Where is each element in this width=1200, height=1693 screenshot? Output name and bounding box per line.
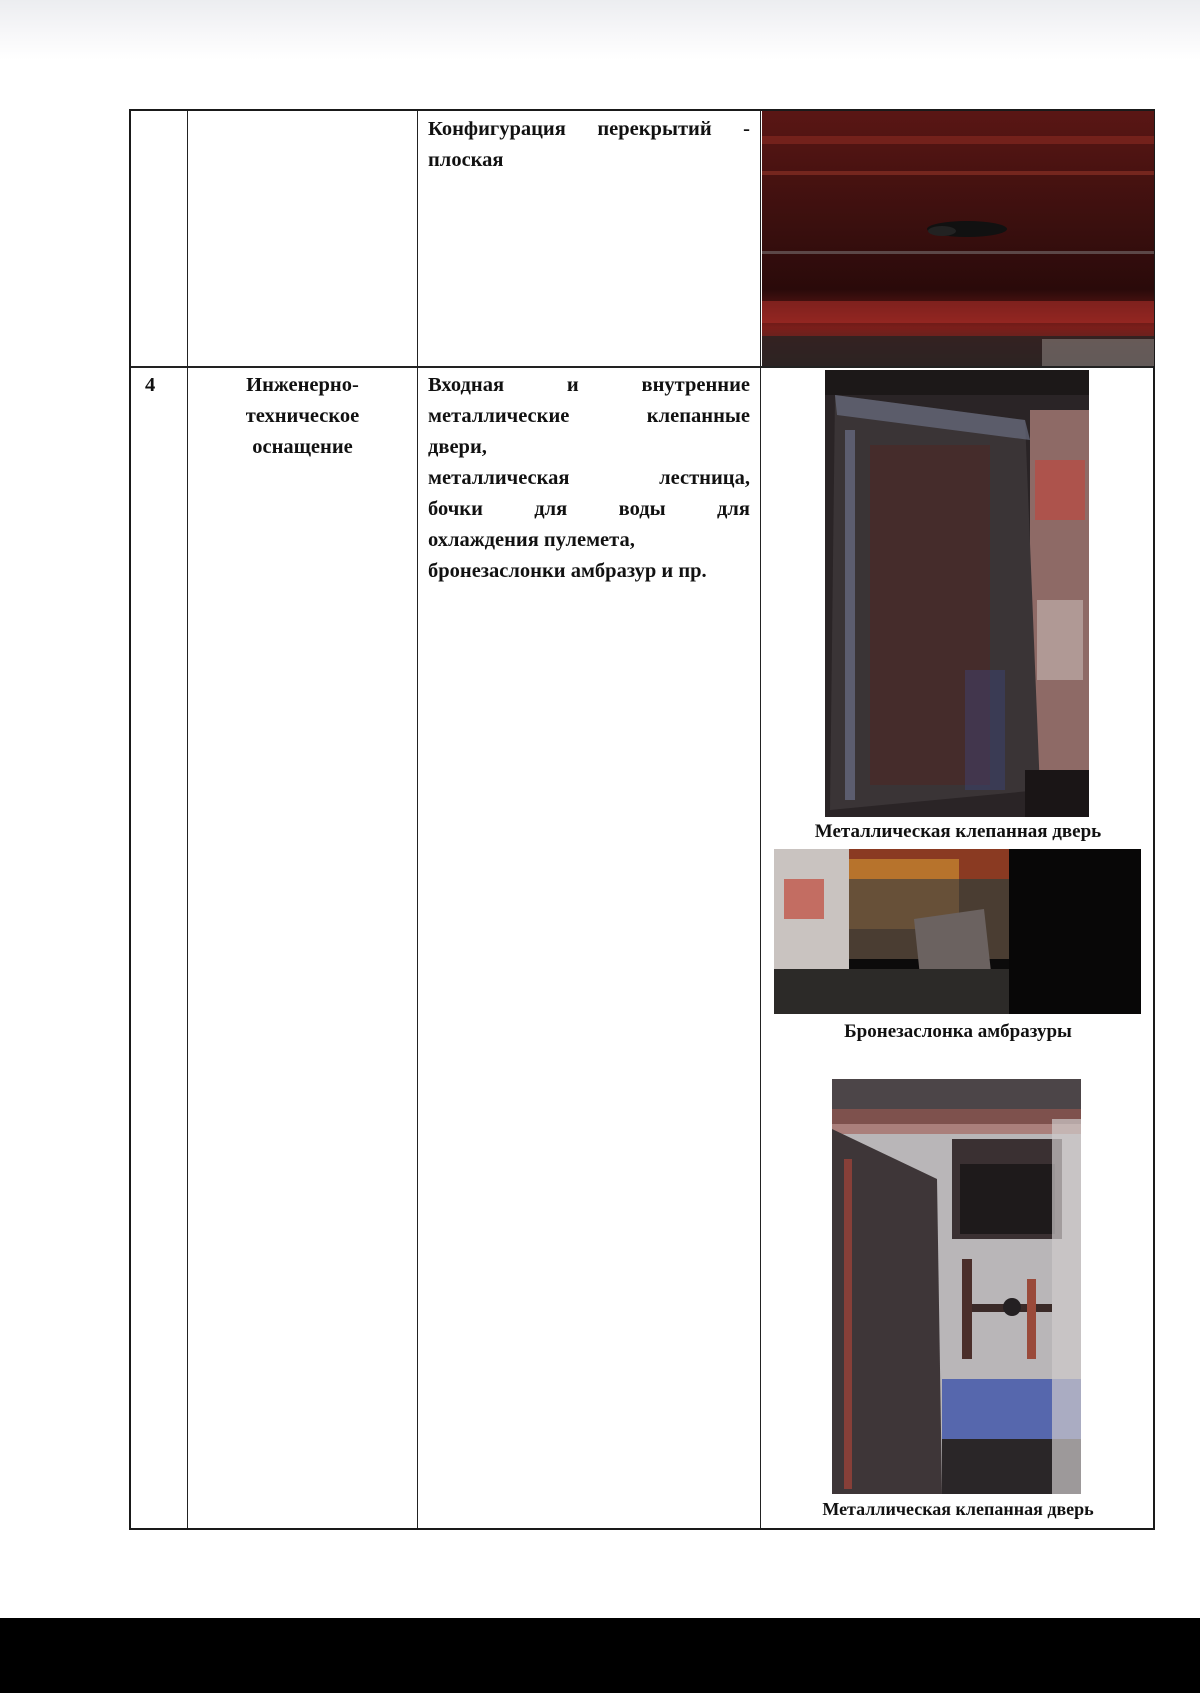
description-line: металлические клепанные (428, 405, 750, 427)
title-line: Инженерно- (246, 374, 359, 396)
riveted-door-photo (825, 370, 1089, 817)
title-line: техническое (245, 405, 360, 427)
title-line: оснащение (252, 436, 353, 458)
scan-top-shading (0, 0, 1200, 60)
description-line: металлическая лестница, (428, 467, 750, 489)
ceiling-photo (762, 111, 1154, 366)
column-divider (187, 111, 188, 1528)
embrasure-shutter-photo (774, 849, 1141, 1014)
description-line: охлаждения пулемета, (428, 529, 635, 551)
description-line: бочки для воды для (428, 498, 750, 520)
photo-caption: Металлическая клепанная дверь (814, 821, 1102, 842)
riveted-door-interior-photo (832, 1079, 1081, 1494)
description-line: двери, (428, 436, 487, 458)
photo-caption: Металлическая клепанная дверь (822, 1499, 1094, 1519)
column-divider (417, 111, 418, 1528)
description-line: Конфигурация перекрытий - (428, 118, 750, 140)
row-description (428, 370, 750, 587)
description-line: бронезаслонки амбразур и пр. (428, 560, 707, 582)
row-divider (131, 366, 1153, 368)
photo-caption: Бронезаслонка амбразуры (844, 1021, 1072, 1042)
scan-bottom-border (0, 1618, 1200, 1693)
description-line: Входная и внутренние (428, 374, 750, 396)
row-title (188, 370, 417, 463)
document-table (129, 109, 1155, 1530)
column-divider (760, 111, 761, 1528)
description-line: плоская (428, 149, 504, 171)
row-prev-description (428, 114, 750, 176)
row-number: 4 (145, 374, 156, 396)
